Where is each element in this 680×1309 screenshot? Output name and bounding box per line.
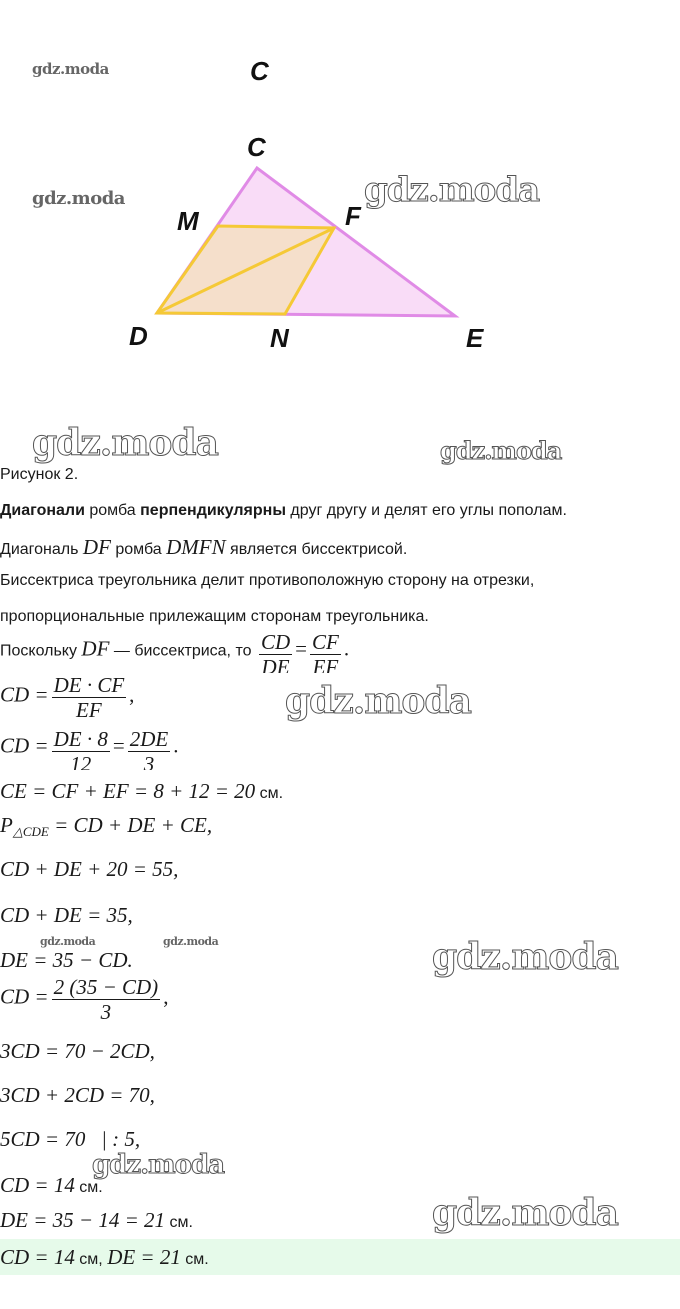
math: = — [112, 733, 125, 758]
equation-7: DE = 35 − CD. — [0, 948, 133, 972]
text: друг другу и делят его углы пополам. — [285, 502, 567, 519]
fraction: $\frac{CD}{DE}$ — [260, 630, 291, 673]
watermark: gdz.moda — [285, 680, 471, 722]
answer-line — [0, 1245, 209, 1270]
math: DF — [81, 636, 110, 661]
math: CD = 14 — [0, 1245, 75, 1269]
math: DF — [82, 535, 111, 559]
text: — биссектриса, то — [109, 642, 256, 660]
watermark: gdz.moda — [364, 170, 540, 210]
label-d: D — [129, 321, 148, 351]
figure-caption: Рисунок 2. — [0, 466, 79, 483]
text: см. — [180, 1251, 209, 1268]
label-c: C — [247, 132, 266, 162]
paragraph-bisector-rule-1: Биссектриса треугольника делит противоположную сторону на отрезки, — [0, 572, 535, 589]
math: = CD + DE + CE, — [48, 813, 213, 837]
equation-11: 5CD = 70 | : 5, — [0, 1127, 141, 1151]
unit: см. — [255, 785, 284, 802]
math: . — [173, 733, 179, 758]
math: CD = — [0, 682, 49, 707]
equation-13 — [0, 1208, 193, 1233]
fraction: $\frac{DE \cdot 8}{12}$ — [53, 727, 108, 770]
unit: см. — [165, 1214, 193, 1231]
math: DE = 21 — [107, 1245, 181, 1269]
equation-6: CD + DE = 35, — [0, 903, 133, 927]
watermark: gdz.moda — [40, 935, 96, 948]
bold-perpendicular: перпендикулярны — [140, 502, 286, 519]
fraction: $\frac{DE \cdot CF}{EF}$ — [53, 673, 125, 722]
watermark: gdz.moda — [32, 422, 218, 464]
label-m: M — [177, 206, 199, 236]
label-e: E — [466, 323, 484, 353]
label-f: F — [345, 201, 361, 231]
text: ромба — [110, 541, 167, 558]
math: CD = 14 — [0, 1173, 75, 1197]
watermark: gdz.moda — [432, 1192, 618, 1234]
watermark: gdz.moda — [440, 436, 562, 465]
label-n: N — [270, 323, 289, 353]
paragraph-proportion — [0, 630, 349, 673]
fraction: $\frac{2DE}{3}$ — [129, 727, 169, 770]
equation-4 — [0, 813, 212, 840]
math: P — [0, 813, 13, 837]
math: . — [343, 636, 350, 661]
triangle-figure — [0, 60, 680, 420]
math: CD = — [0, 984, 49, 1009]
unit: см. — [74, 1179, 103, 1196]
equation-1 — [0, 673, 134, 722]
math: CE = CF + EF = 8 + 12 = 20 — [0, 779, 256, 803]
watermark: gdz.moda — [32, 188, 125, 209]
math: DMFN — [166, 535, 226, 559]
paragraph-bisector-rule-2: пропорциональные прилежащим сторонам треугольника. — [0, 608, 429, 625]
equation-12 — [0, 1173, 103, 1198]
text: ромба — [84, 502, 141, 519]
watermark: gdz.moda — [92, 1150, 225, 1180]
label-top-partial: C — [250, 60, 269, 86]
paragraph-bisector-diagonal — [0, 535, 407, 560]
math: DE = 35 − 14 = 21 — [0, 1208, 166, 1232]
fraction: $\frac{2 (35 - CD)}{3}$ — [53, 975, 159, 1024]
math: , — [163, 984, 169, 1009]
equation-9: 3CD = 70 − 2CD, — [0, 1039, 155, 1063]
fraction: $\frac{CF}{EF}$ — [311, 630, 339, 673]
equation-8 — [0, 975, 168, 1024]
equation-5: CD + DE + 20 = 55, — [0, 857, 179, 881]
math: = — [295, 636, 307, 661]
math: , — [129, 682, 135, 707]
equation-10: 3CD + 2CD = 70, — [0, 1083, 155, 1107]
bold-diagonals: Диагонали — [0, 502, 85, 519]
math: CD = — [0, 733, 49, 758]
text: Диагональ — [0, 541, 83, 558]
text: является биссектрисой. — [225, 541, 408, 558]
equation-2 — [0, 727, 178, 770]
text: Поскольку — [0, 642, 82, 660]
watermark: gdz.moda — [32, 60, 109, 78]
math-subscript: △CDE — [12, 824, 49, 840]
watermark: gdz.moda — [163, 935, 219, 948]
watermark: gdz.moda — [432, 936, 618, 978]
equation-3 — [0, 779, 283, 804]
text: см, — [74, 1251, 108, 1268]
paragraph-diagonals — [0, 502, 567, 520]
